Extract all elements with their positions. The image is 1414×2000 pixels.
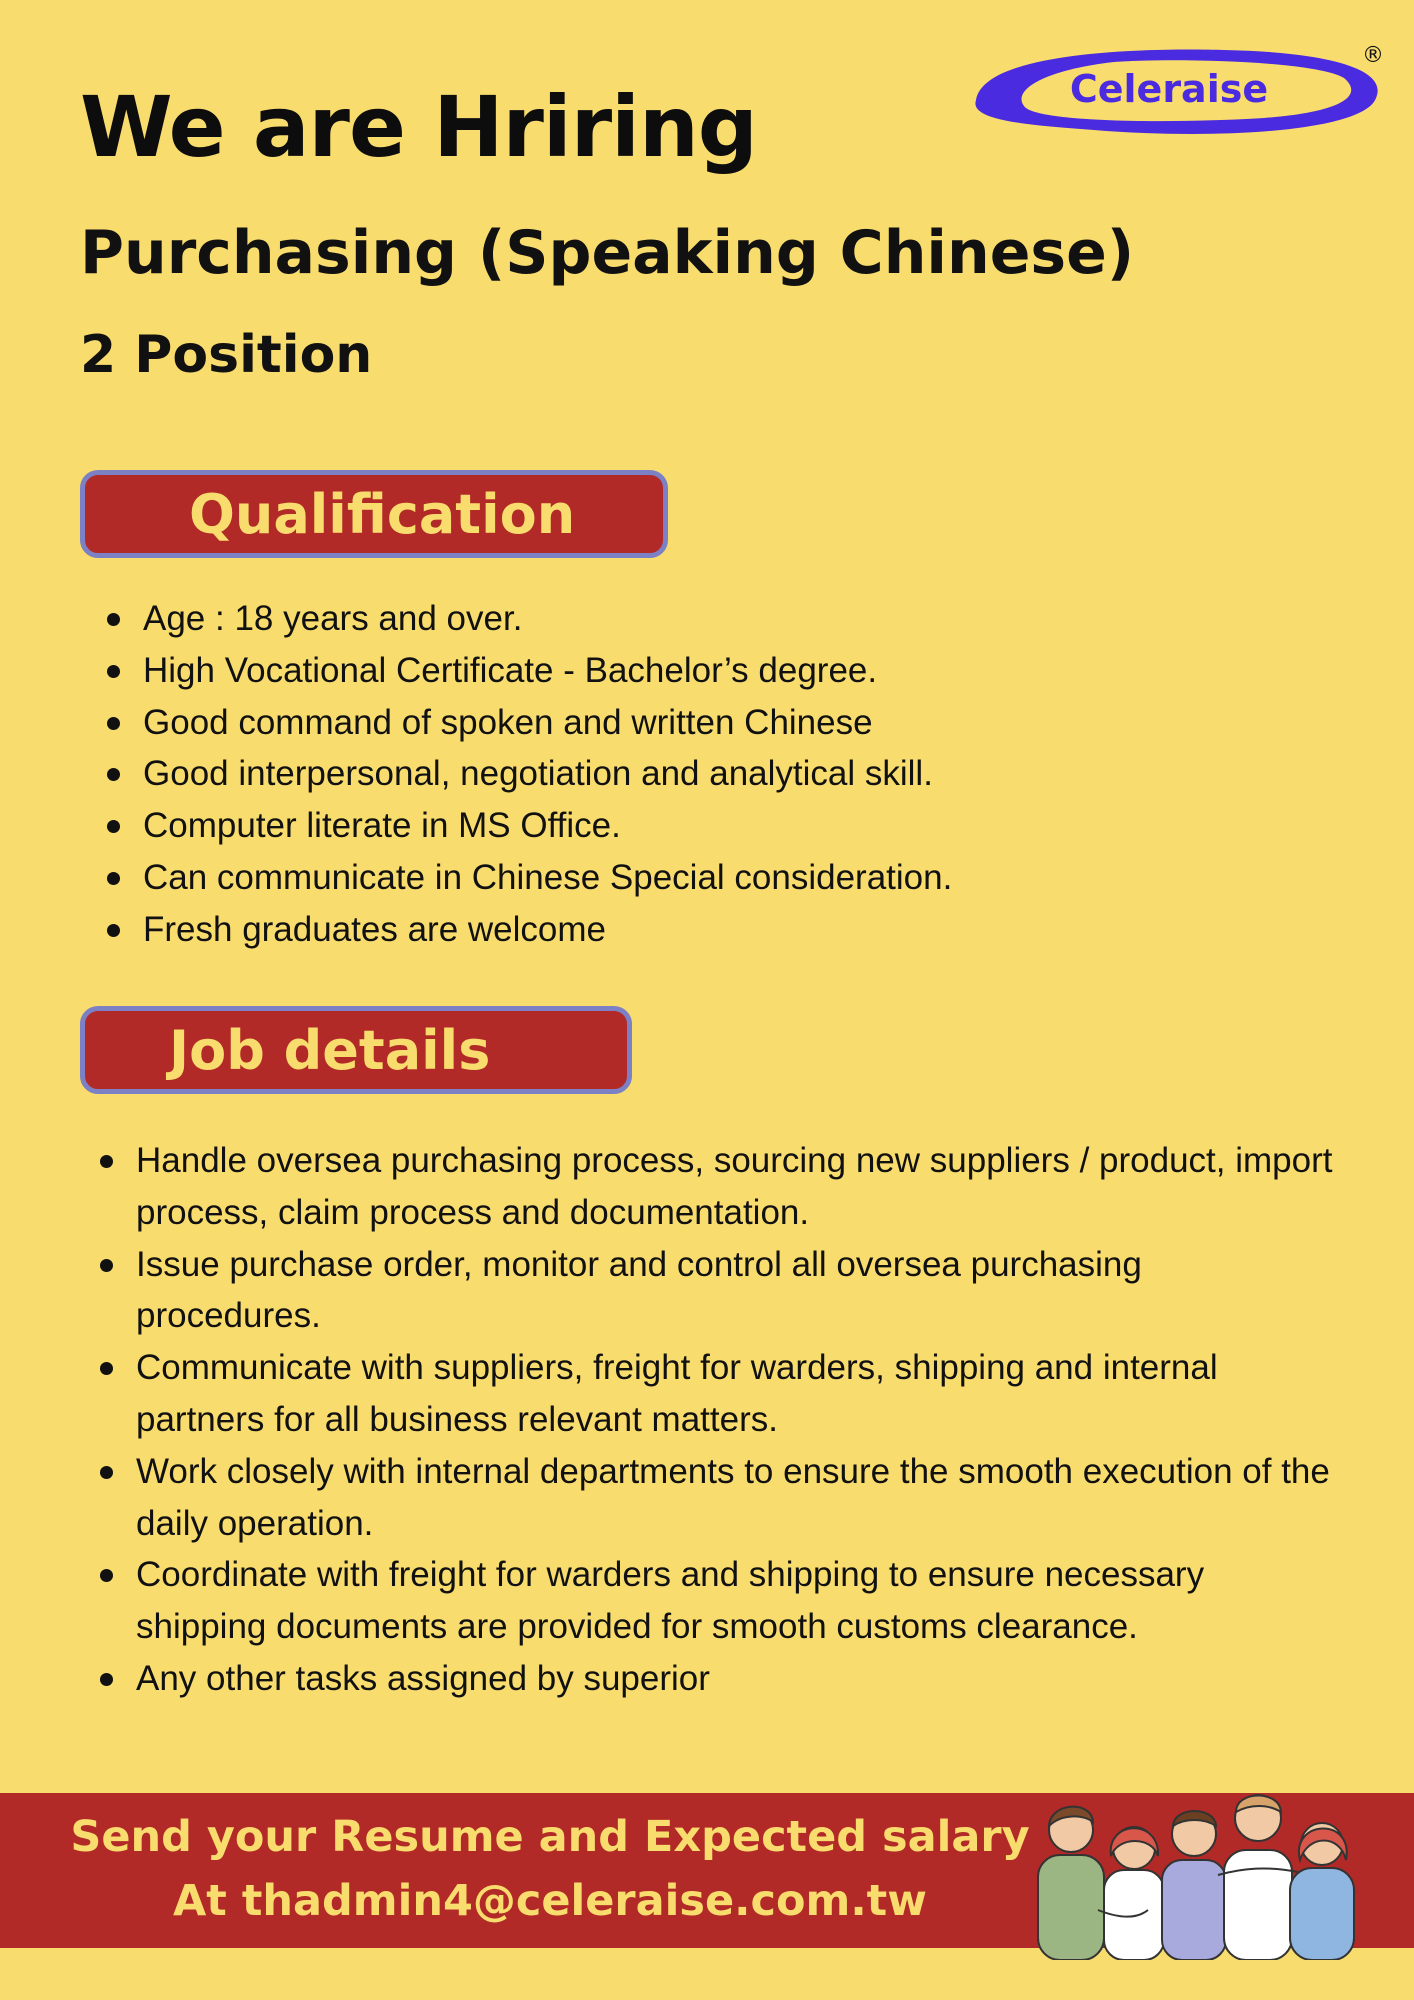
logo-wordmark: Celeraise — [1069, 67, 1269, 111]
qualification-item: Fresh graduates are welcome — [143, 904, 1293, 956]
qualification-heading — [80, 470, 668, 558]
positions-count: 2 Position — [80, 325, 373, 385]
job-details-list — [136, 1135, 1336, 1705]
footer-call-to-action: Send your Resume and Expected salary — [70, 1812, 1030, 1862]
qualification-item: Can communicate in Chinese Special consideration. — [143, 852, 1293, 904]
job-detail-item: Issue purchase order, monitor and control all oversea purchasing procedures. — [136, 1239, 1336, 1343]
qualification-heading-label: Qualification — [189, 482, 576, 546]
job-title: Purchasing (Speaking Chinese) — [80, 218, 1135, 288]
job-detail-item: Communicate with suppliers, freight for warders, shipping and internal partners for all business relevant matters. — [136, 1342, 1336, 1446]
headline: We are Hriring — [80, 78, 757, 176]
qualification-item: Age : 18 years and over. — [143, 593, 1293, 645]
qualification-item: High Vocational Certificate - Bachelor’s degree. — [143, 645, 1293, 697]
qualification-item: Computer literate in MS Office. — [143, 800, 1293, 852]
qualification-item: Good command of spoken and written Chinese — [143, 697, 1293, 749]
registered-mark: ® — [1362, 43, 1384, 68]
celeraise-logo — [964, 40, 1384, 140]
job-detail-item: Coordinate with freight for warders and shipping to ensure necessary shipping documents are provided for smooth customs clearance. — [136, 1549, 1336, 1653]
job-details-heading-label: Job details — [169, 1018, 491, 1082]
qualification-item: Good interpersonal, negotiation and analytical skill. — [143, 748, 1293, 800]
job-detail-item: Any other tasks assigned by superior — [136, 1653, 1336, 1705]
team-illustration-icon — [1028, 1760, 1388, 1960]
job-details-heading — [80, 1006, 632, 1094]
job-detail-item: Handle oversea purchasing process, sourcing new suppliers / product, import process, claim process and documentation. — [136, 1135, 1336, 1239]
qualification-list — [143, 593, 1293, 956]
footer-email-link[interactable]: At thadmin4@celeraise.com.tw — [173, 1876, 927, 1926]
job-detail-item: Work closely with internal departments to ensure the smooth execution of the daily operation. — [136, 1446, 1336, 1550]
